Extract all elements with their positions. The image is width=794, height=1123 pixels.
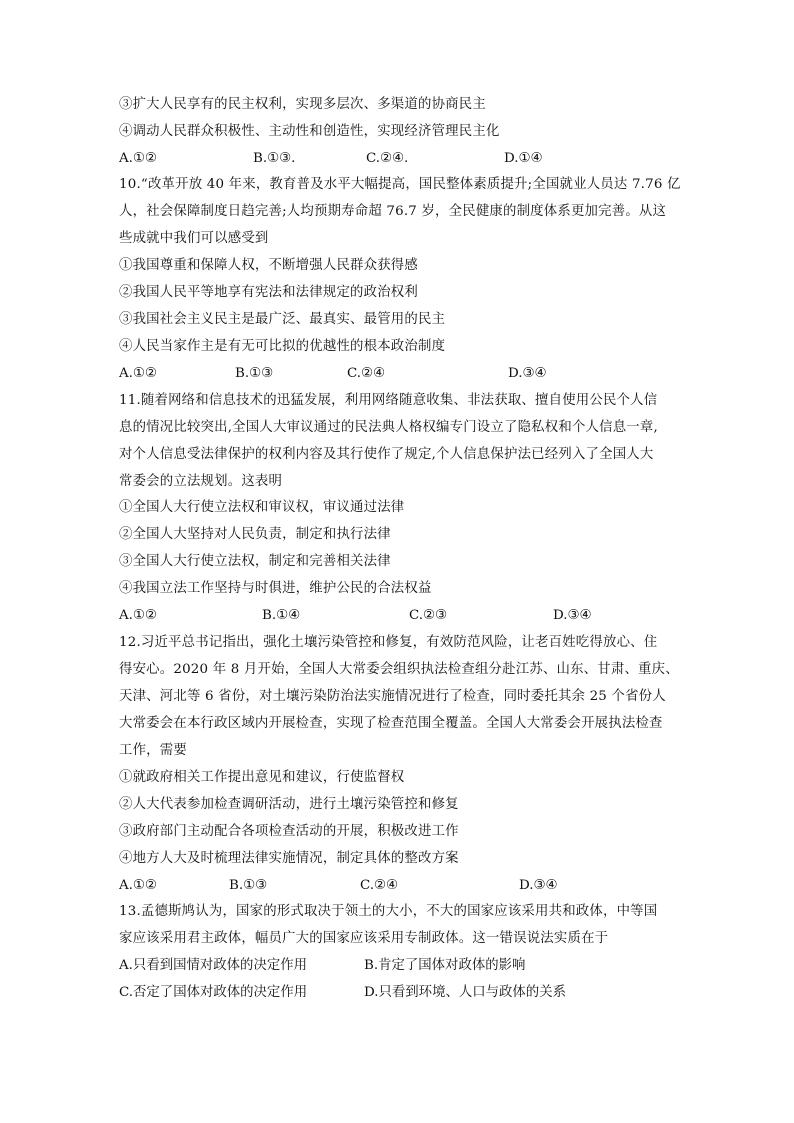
q13-stem-line-2: 家应该采用君主政体，幅员广大的国家应该采用专制政体。这一错误说法实质在于 — [119, 931, 609, 946]
q12-statement-1: ①就政府相关工作提出意见和建议，行使监督权 — [119, 770, 405, 785]
q12-option-c: C.②④ — [360, 878, 399, 893]
q12-options — [119, 876, 679, 896]
q12-option-b: B.①③ — [229, 878, 268, 893]
q13-options-row-2 — [119, 983, 679, 1003]
q12-option-d: D.③④ — [519, 878, 558, 893]
q11-stem-line-4: 常委会的立法规划。这表明 — [119, 474, 283, 489]
q12-statement-4: ④地方人大及时梳理法律实施情况，制定具体的整改方案 — [119, 851, 459, 866]
q11-stem-line-2: 息的情况比较突出,全国人大审议通过的民法典人格权编专门设立了隐私权和个人信息一章, — [119, 420, 658, 435]
q12-stem-line-1: 12.习近平总书记指出，强化土壤污染管控和修复，有效防范风险，让老百姓吃得放心、住 — [119, 635, 658, 650]
q10-option-c: C.②④ — [347, 366, 386, 381]
q11-stem-line-3: 对个人信息受法律保护的权利内容及其行使作了规定,个人信息保护法已经列入了全国人大 — [119, 447, 654, 462]
q10-stem-line-2: 人，社会保障制度日趋完善;人均预期寿命超 76.7 岁，全民健康的制度体系更加完善。从这 — [119, 204, 667, 219]
q11-option-a: A.①② — [119, 608, 157, 623]
q11-stem-line-1: 11.随着网络和信息技术的迅猛发展，利用网络随意收集、非法获取、擅自使用公民个人信 — [119, 393, 658, 408]
q11-options — [119, 606, 679, 626]
q9-statement-4: ④调动人民群众积极性、主动性和创造性，实现经济管理民主化 — [119, 124, 500, 139]
q9-option-b: B.①③. — [253, 151, 296, 166]
q13-stem-line-1: 13.孟德斯鸠认为，国家的形式取决于领土的大小，不大的国家应该采用共和政体，中等国 — [119, 904, 658, 919]
q12-option-a: A.①② — [119, 878, 157, 893]
q12-stem-line-5: 工作，需要 — [119, 743, 187, 758]
q10-options — [119, 364, 679, 384]
q11-option-d: D.③④ — [553, 608, 592, 623]
q9-option-a: A.①② — [119, 151, 157, 166]
q10-statement-2: ②我国人民平等地享有宪法和法律规定的政治权利 — [119, 285, 418, 300]
q12-stem-line-4: 大常委会在本行政区域内开展检查，实现了检查范围全覆盖。全国人大常委会开展执法检查 — [119, 716, 663, 731]
q10-statement-3: ③我国社会主义民主是最广泛、最真实、最管用的民主 — [119, 312, 446, 327]
q9-options — [119, 149, 679, 169]
q10-statement-1: ①我国尊重和保障人权，不断增强人民群众获得感 — [119, 258, 418, 273]
q13-option-b: B.肯定了国体对政体的影响 — [364, 958, 526, 973]
q13-option-a: A.只看到国情对政体的决定作用 — [119, 958, 308, 973]
q10-option-b: B.①③ — [235, 366, 274, 381]
q13-option-d: D.只看到环境、人口与政体的关系 — [364, 985, 566, 1000]
q9-statement-3: ③扩大人民享有的民主权利，实现多层次、多渠道的协商民主 — [119, 97, 486, 112]
q12-stem-line-3: 天津、河北等 6 省份，对土壤污染防治法实施情况进行了检查，同时委托其余 25 个省份人 — [119, 689, 666, 704]
q9-option-c: C.②④. — [366, 151, 409, 166]
q10-stem-line-1: 10.“改革开放 40 年来，教育普及水平大幅提高，国民整体素质提升;全国就业人员达 7.76 亿 — [119, 177, 681, 192]
q11-statement-1: ①全国人大行使立法权和审议权，审议通过法律 — [119, 500, 405, 515]
q11-statement-4: ④我国立法工作坚持与时俱进，维护公民的合法权益 — [119, 581, 432, 596]
q10-stem-line-3: 些成就中我们可以感受到 — [119, 231, 269, 246]
q12-stem-line-2: 得安心。2020 年 8 月开始，全国人大常委会组织执法检查组分赴江苏、山东、甘肃、重庆、 — [119, 662, 679, 677]
q10-option-a: A.①② — [119, 366, 157, 381]
q11-option-b: B.①④ — [262, 608, 301, 623]
q13-options-row-1 — [119, 956, 679, 976]
q11-statement-2: ②全国人大坚持对人民负责，制定和执行法律 — [119, 527, 391, 542]
q12-statement-2: ②人大代表参加检查调研活动，进行土壤污染管控和修复 — [119, 797, 459, 812]
q12-statement-3: ③政府部门主动配合各项检查活动的开展，积极改进工作 — [119, 824, 459, 839]
q9-option-d: D.①④ — [504, 151, 543, 166]
q10-option-d: D.③④ — [508, 366, 547, 381]
q13-option-c: C.否定了国体对政体的决定作用 — [119, 985, 308, 1000]
q11-statement-3: ③全国人大行使立法权，制定和完善相关法律 — [119, 554, 391, 569]
q10-statement-4: ④人民当家作主是有无可比拟的优越性的根本政治制度 — [119, 339, 446, 354]
q11-option-c: C.②③ — [409, 608, 448, 623]
